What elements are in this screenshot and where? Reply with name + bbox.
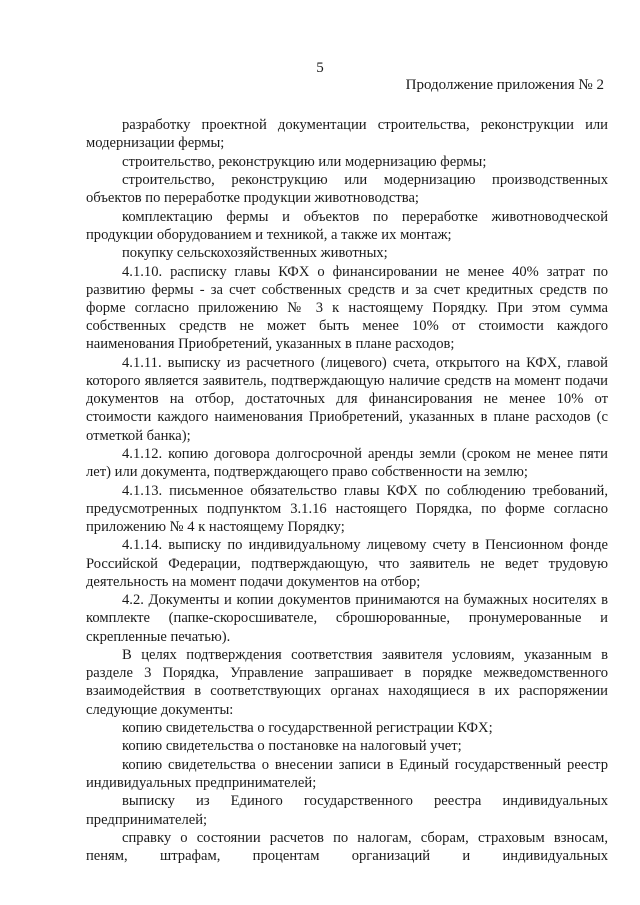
paragraph: копию свидетельства о государственной регистрации КФХ; [122, 719, 493, 736]
paragraph: 4.1.12. копию договора долгосрочной аренды земли (сроком не менее пяти лет) или документа, подтверждающего право собственности на землю; [86, 445, 608, 481]
paragraph: копию свидетельства о внесении записи в Единый государственный реестр индивидуальных предпринимателей; [86, 756, 608, 791]
paragraph: 4.1.13. письменное обязательство главы КФХ по соблюдению требований, предусмотренных подпунктом 3.1.16 настоящего Порядка, по форме согласно приложению № 4 к настоящему Порядку; [86, 482, 608, 535]
paragraph: 4.2. Документы и копии документов принимаются на бумажных носителях в комплекте (папке-скоросшивателе, сброшюрованные, пронумерованные и скрепленные печатью). [86, 592, 608, 645]
paragraph: справку о состоянии расчетов по налогам, сборам, страховым взносам, пеням, штрафам, процентам организаций и индивидуальных [86, 829, 608, 865]
paragraph: покупку сельскохозяйственных животных; [122, 245, 388, 262]
paragraph: выписку из Единого государственного реестра индивидуальных предпринимателей; [86, 793, 608, 828]
paragraph: 4.1.10. расписку главы КФХ о финансировании не менее 40% затрат по развитию фермы - за счет собственных средств и за счет кредитных средств по форме согласно приложению № 3 к настоящему Порядку. При этом сумма собственных средств не может быть менее 10% от стоимости каждого наименования Приобретений, указанных в плане расходов; [86, 263, 608, 353]
paragraph: В целях подтверждения соответствия заявителя условиям, указанным в разделе 3 Порядка, Управление запрашивает в порядке межведомственного взаимодействия в соответствующих органах находящиеся в их распоряжении следующие документы: [86, 646, 608, 718]
appendix-continuation-note: Продолжение приложения № 2 [405, 77, 604, 93]
paragraph: разработку проектной документации строительства, реконструкции или модернизации фермы; [86, 117, 608, 152]
paragraph: копию свидетельства о постановке на налоговый учет; [122, 738, 462, 755]
paragraph: строительство, реконструкцию или модернизацию производственных объектов по переработке продукции животноводства; [86, 171, 608, 207]
page-number: 5 [316, 60, 324, 76]
paragraph: 4.1.11. выписку из расчетного (лицевого) счета, открытого на КФХ, главой которого является заявитель, подтверждающую наличие средств на момент подачи документов на отбор, достаточных для финансирования не менее 10% от стоимости каждого наименования Приобретений, указанных в плане расходов (с отметкой банка); [86, 354, 608, 444]
paragraph: комплектацию фермы и объектов по переработке животноводческой продукции оборудованием и техникой, а также их монтаж; [86, 208, 608, 243]
paragraph: строительство, реконструкцию или модернизацию фермы; [122, 153, 487, 170]
document-body [86, 116, 608, 866]
paragraph: 4.1.14. выписку по индивидуальному лицевому счету в Пенсионном фонде Российской Федерации, подтверждающую, что заявитель не ведет трудовую деятельность на момент подачи документов на отбор; [86, 537, 608, 590]
